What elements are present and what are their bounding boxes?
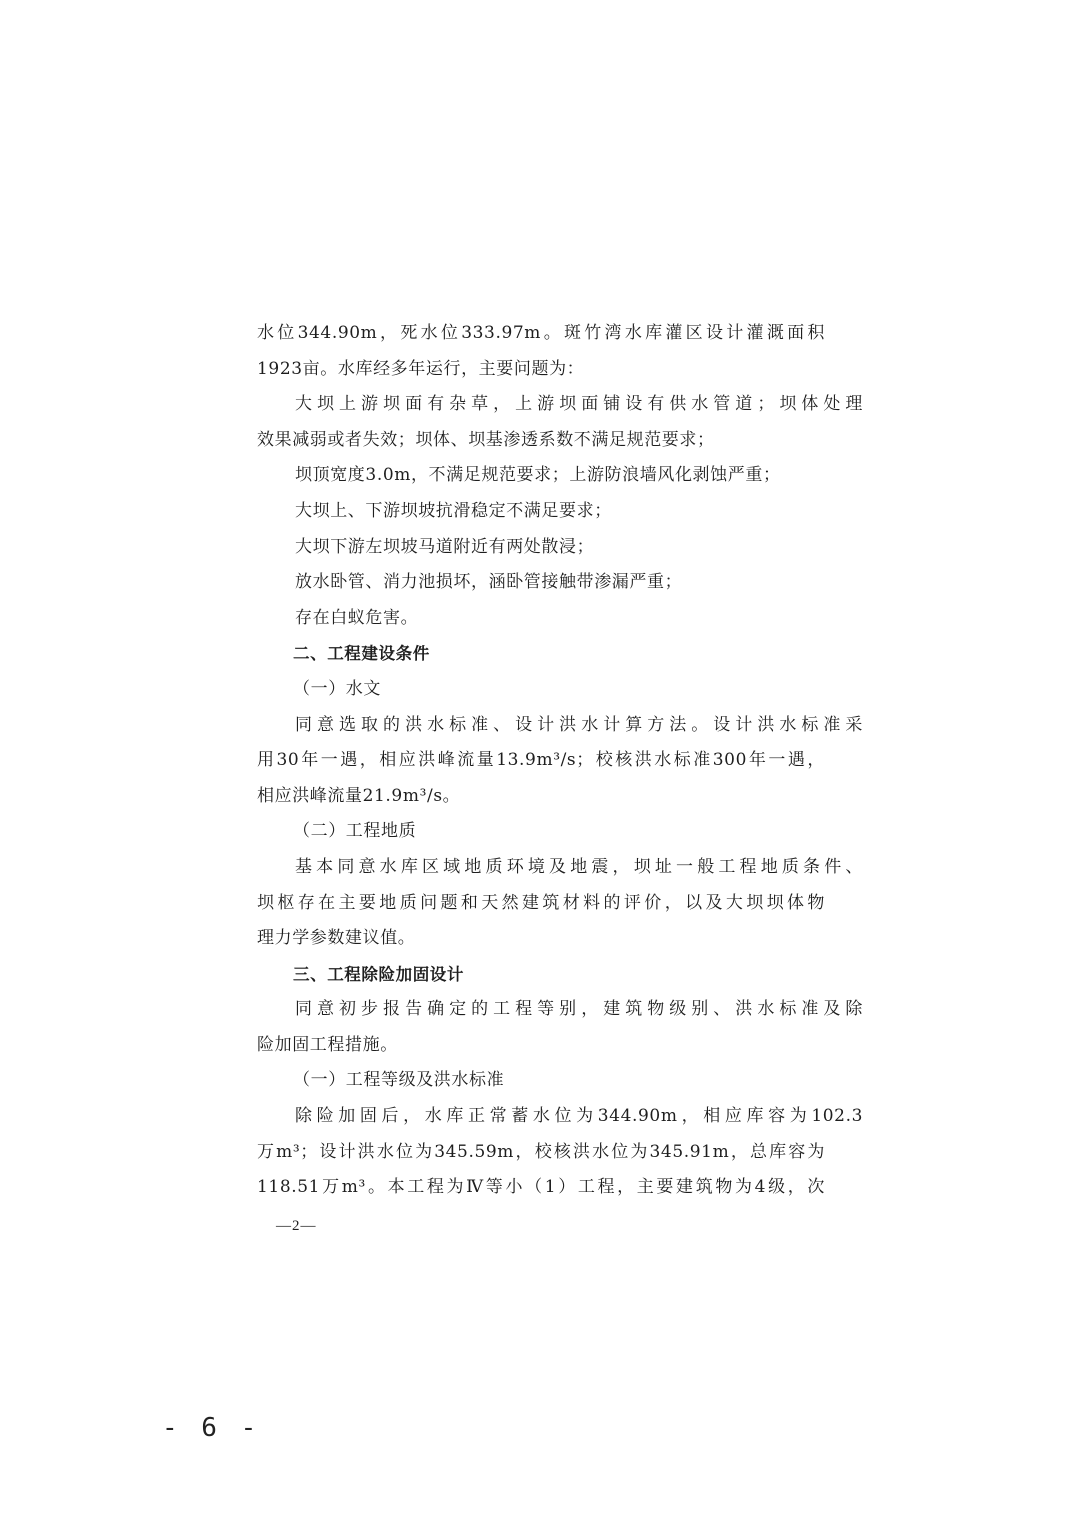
- text-line: 存在白蚁危害。: [295, 607, 419, 628]
- outer-page-number: - 6 -: [162, 1413, 261, 1443]
- subsection-heading: （一）工程等级及洪水标准: [293, 1070, 505, 1091]
- text-line: 水位344.90m，死水位333.97m。斑竹湾水库灌区设计灌溉面积: [257, 323, 825, 343]
- text-line: 相应洪峰流量21.9m³/s。: [257, 785, 461, 806]
- text-line: 坝顶宽度3.0m，不满足规范要求；上游防浪墙风化剥蚀严重；: [295, 465, 781, 486]
- text-line: 大坝下游左坝坡马道附近有两处散浸；: [295, 536, 595, 557]
- inner-page-number: —2—: [276, 1218, 317, 1234]
- text-line: 除险加固后，水库正常蓄水位为344.90m，相应库容为102.3: [295, 1106, 863, 1127]
- text-line: 放水卧管、消力池损坏，涵卧管接触带渗漏严重；: [295, 572, 683, 593]
- text-line: 效果减弱或者失效；坝体、坝基渗透系数不满足规范要求；: [257, 429, 715, 450]
- text-line: 1923亩。水库经多年运行，主要问题为：: [257, 358, 585, 379]
- body-text: [257, 316, 863, 1206]
- text-line: 用30年一遇，相应洪峰流量13.9m³/s；校核洪水标准300年一遇，: [257, 750, 825, 771]
- subsection-heading: （二）工程地质: [293, 821, 417, 842]
- text-line: 同意初步报告确定的工程等别，建筑物级别、洪水标准及除: [295, 999, 863, 1020]
- text-line: 基本同意水库区域地质环境及地震，坝址一般工程地质条件、: [295, 856, 863, 877]
- text-line: 理力学参数建议值。: [257, 928, 416, 949]
- text-line: 坝枢存在主要地质问题和天然建筑材料的评价，以及大坝坝体物: [257, 892, 825, 913]
- text-line: 险加固工程措施。: [257, 1034, 398, 1055]
- section-heading: 二、工程建设条件: [293, 644, 430, 664]
- text-line: 同意选取的洪水标准、设计洪水计算方法。设计洪水标准采: [295, 714, 863, 735]
- text-line: 大坝上、下游坝坡抗滑稳定不满足要求；: [295, 500, 612, 521]
- text-line: 118.51万m³。本工程为Ⅳ等小（1）工程，主要建筑物为4级，次: [257, 1177, 825, 1198]
- section-heading: 三、工程除险加固设计: [293, 964, 464, 984]
- text-line: 万m³；设计洪水位为345.59m，校核洪水位为345.91m，总库容为: [257, 1141, 825, 1162]
- subsection-heading: （一）水文: [293, 678, 381, 699]
- text-line: 大坝上游坝面有杂草，上游坝面铺设有供水管道；坝体处理: [295, 394, 863, 415]
